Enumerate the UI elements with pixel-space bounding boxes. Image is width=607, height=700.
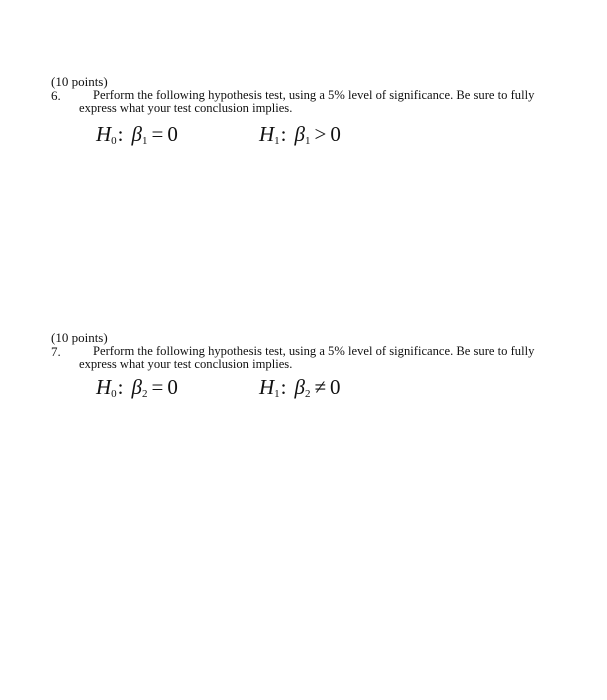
parameter-subscript: 2 xyxy=(304,388,311,400)
hypothesis-value: 0 xyxy=(167,375,178,399)
hypothesis-colon: : xyxy=(117,375,124,399)
relation-operator: ≠ xyxy=(314,375,327,399)
hypothesis-subscript: 1 xyxy=(274,135,280,147)
question-points: (10 points) xyxy=(51,330,108,345)
question-points: (10 points) xyxy=(51,74,108,89)
parameter-subscript: 1 xyxy=(141,135,148,147)
hypothesis-colon: : xyxy=(280,375,287,399)
parameter-symbol: β xyxy=(131,122,142,146)
relation-operator: > xyxy=(314,122,327,146)
hypothesis-value: 0 xyxy=(167,122,178,146)
hypothesis-subscript: 0 xyxy=(111,388,117,400)
hypothesis-symbol: H xyxy=(96,122,112,146)
parameter-symbol: β xyxy=(294,122,305,146)
hypothesis-colon: : xyxy=(280,122,287,146)
alternative-hypothesis xyxy=(259,122,341,153)
hypothesis-symbol: H xyxy=(259,375,275,399)
null-hypothesis xyxy=(96,122,178,153)
hypothesis-value: 0 xyxy=(330,122,341,146)
question-text: Perform the following hypothesis test, using a 5% level of significance. Be sure to fully express what your test conclusion implies. xyxy=(79,344,535,371)
alternative-hypothesis xyxy=(259,375,341,406)
parameter-symbol: β xyxy=(131,375,142,399)
parameter-symbol: β xyxy=(294,375,305,399)
question-number: 7. xyxy=(51,344,61,359)
null-hypothesis xyxy=(96,375,178,406)
parameter-subscript: 2 xyxy=(141,388,148,400)
hypothesis-symbol: H xyxy=(96,375,112,399)
relation-operator: = xyxy=(151,122,164,146)
hypothesis-colon: : xyxy=(117,122,124,146)
parameter-subscript: 1 xyxy=(304,135,311,147)
question-number: 6. xyxy=(51,88,61,103)
question-text: Perform the following hypothesis test, using a 5% level of significance. Be sure to fully express what your test conclusion implies. xyxy=(79,88,535,115)
relation-operator: = xyxy=(151,375,164,399)
hypothesis-value: 0 xyxy=(330,375,341,399)
hypothesis-symbol: H xyxy=(259,122,275,146)
hypothesis-subscript: 0 xyxy=(111,135,117,147)
hypothesis-subscript: 1 xyxy=(274,388,280,400)
